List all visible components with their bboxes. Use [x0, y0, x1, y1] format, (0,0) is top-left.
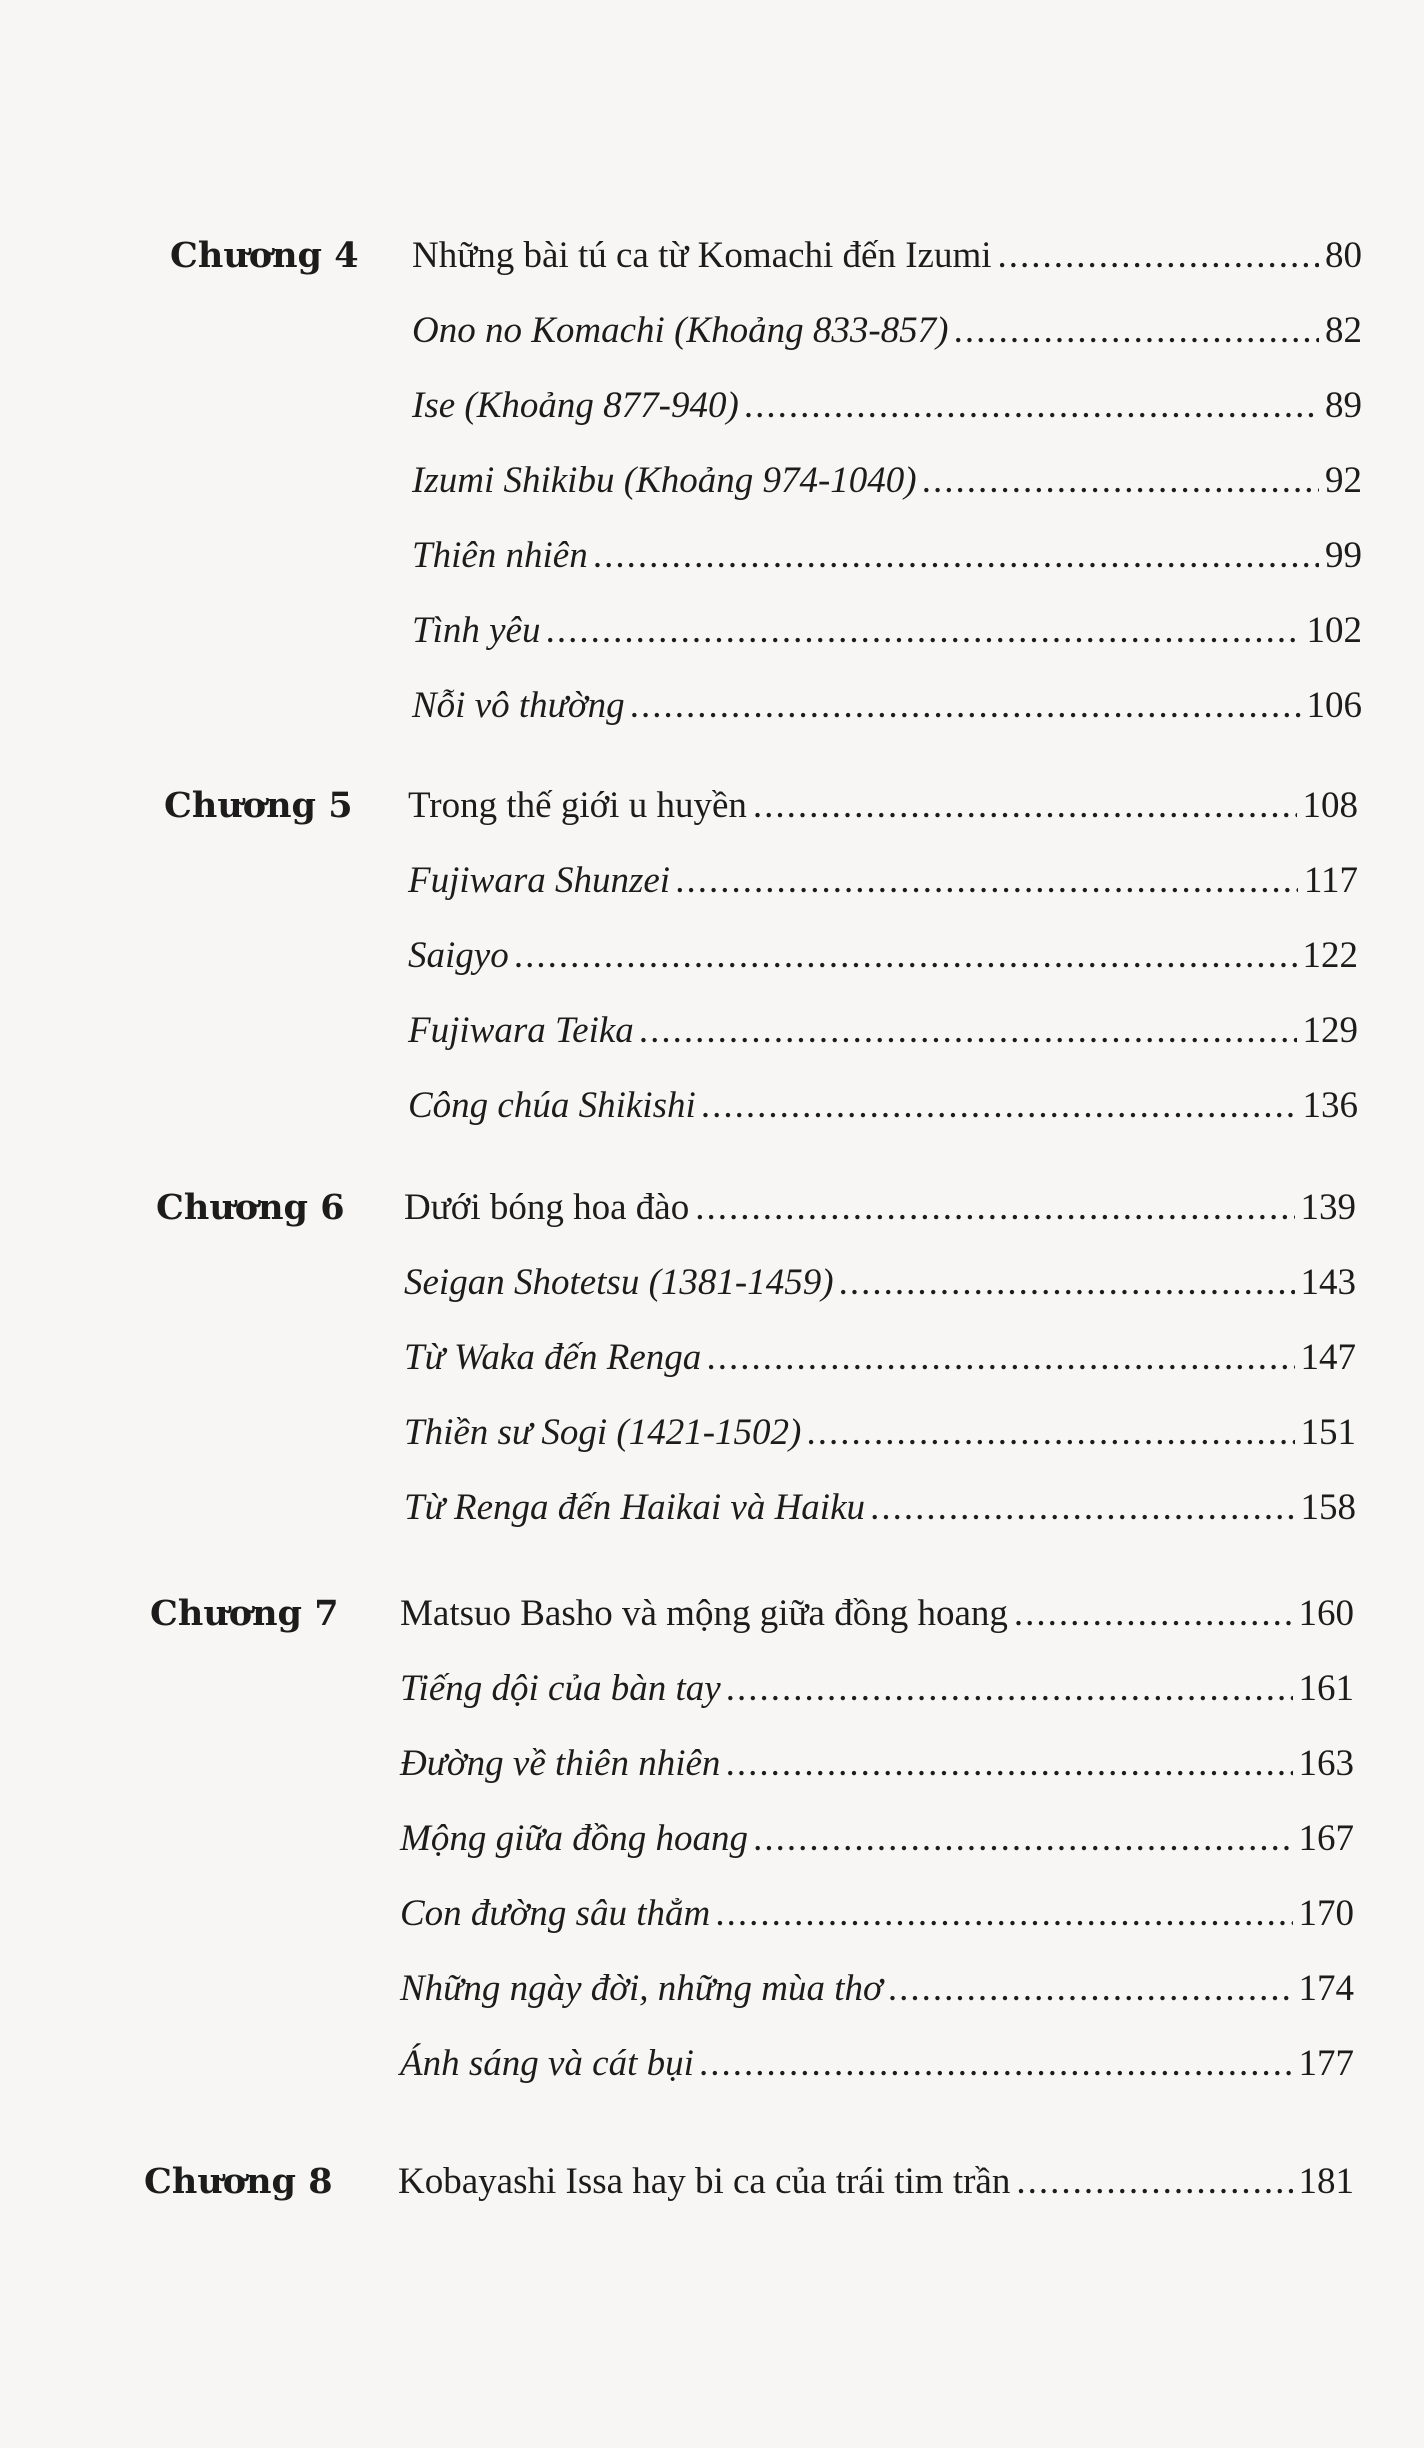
chapter-6 — [0, 1170, 1424, 1545]
chapter-label: Chương 4 — [170, 235, 359, 276]
page-number: 181 — [1298, 2161, 1354, 2202]
leader-dots — [546, 609, 1300, 652]
entry-title: Thiên nhiên — [412, 535, 588, 576]
entry-title: Ise (Khoảng 877-940) — [412, 385, 739, 426]
leader-dots — [702, 1084, 1297, 1127]
page-number: 160 — [1298, 1593, 1354, 1634]
chapter-5 — [0, 768, 1424, 1143]
toc-entry[interactable] — [400, 2042, 1354, 2085]
page-number: 80 — [1325, 235, 1362, 276]
entry-title: Ono no Komachi (Khoảng 833-857) — [412, 310, 949, 351]
entry-title: Những ngày đời, những mùa thơ — [400, 1968, 883, 2009]
page-number: 89 — [1325, 385, 1362, 426]
page-number: 82 — [1325, 310, 1362, 351]
entry-title: Matsuo Basho và mộng giữa đồng hoang — [400, 1593, 1008, 1634]
entry-title: Seigan Shotetsu (1381-1459) — [404, 1262, 834, 1303]
chapter-label: Chương 8 — [144, 2161, 333, 2202]
entry-title: Izumi Shikibu (Khoảng 974-1040) — [412, 460, 917, 501]
page-number: 99 — [1325, 535, 1362, 576]
entry-title: Saigyo — [408, 935, 509, 976]
leader-dots — [726, 1742, 1292, 1785]
leader-dots — [807, 1411, 1294, 1454]
chapter-label: Chương 6 — [156, 1187, 345, 1228]
leader-dots — [753, 784, 1297, 827]
entry-title: Tình yêu — [412, 610, 541, 651]
chapter-8 — [0, 2144, 1424, 2219]
entry-title: Fujiwara Shunzei — [408, 860, 671, 901]
toc-entry[interactable] — [412, 534, 1362, 577]
chapter-label: Chương 7 — [150, 1593, 339, 1634]
leader-dots — [700, 2042, 1293, 2085]
toc-entry[interactable] — [400, 1742, 1354, 1785]
toc-entry[interactable] — [400, 1967, 1354, 2010]
page-number: 158 — [1300, 1487, 1356, 1528]
page-number: 136 — [1302, 1085, 1358, 1126]
entry-title: Đường về thiên nhiên — [400, 1743, 721, 1784]
entry-title: Mộng giữa đồng hoang — [400, 1818, 749, 1859]
leader-dots — [515, 934, 1297, 977]
entry-title: Kobayashi Issa hay bi ca của trái tim trần — [398, 2161, 1011, 2202]
leader-dots — [954, 309, 1319, 352]
toc-entry[interactable] — [400, 1817, 1354, 1860]
entry-title: Những bài tú ca từ Komachi đến Izumi — [412, 235, 992, 276]
toc-entry[interactable] — [412, 684, 1362, 727]
toc-entry[interactable] — [404, 1336, 1356, 1379]
page-number: 143 — [1300, 1262, 1356, 1303]
leader-dots — [695, 1186, 1294, 1229]
leader-dots — [594, 534, 1319, 577]
entry-title: Ánh sáng và cát bụi — [400, 2043, 694, 2084]
leader-dots — [840, 1261, 1295, 1304]
toc-entry[interactable] — [398, 2160, 1354, 2203]
page-number: 129 — [1302, 1010, 1358, 1051]
entry-title: Tiếng dội của bàn tay — [400, 1668, 721, 1709]
page-number: 167 — [1298, 1818, 1354, 1859]
entry-title: Từ Renga đến Haikai và Haiku — [404, 1487, 866, 1528]
toc-entry[interactable] — [400, 1892, 1354, 1935]
page-number: 92 — [1325, 460, 1362, 501]
entry-title: Trong thế giới u huyền — [408, 785, 747, 826]
toc-entry[interactable] — [400, 1667, 1354, 1710]
page-number: 102 — [1306, 610, 1362, 651]
leader-dots — [707, 1336, 1294, 1379]
page-number: 106 — [1306, 685, 1362, 726]
toc-entry[interactable] — [408, 1084, 1358, 1127]
entry-title: Dưới bóng hoa đào — [404, 1187, 690, 1228]
leader-dots — [631, 684, 1301, 727]
page-number: 139 — [1300, 1187, 1356, 1228]
entry-title: Fujiwara Teika — [408, 1010, 634, 1051]
toc-entry[interactable] — [412, 609, 1362, 652]
leader-dots — [1016, 2160, 1292, 2203]
chapter-7 — [0, 1576, 1424, 2101]
page-number: 122 — [1302, 935, 1358, 976]
page-number: 174 — [1298, 1968, 1354, 2009]
page-number: 161 — [1298, 1668, 1354, 1709]
leader-dots — [640, 1009, 1297, 1052]
leader-dots — [889, 1967, 1293, 2010]
toc-entry[interactable] — [408, 1009, 1358, 1052]
toc-entry[interactable] — [404, 1486, 1356, 1529]
toc-entry[interactable] — [412, 234, 1362, 277]
leader-dots — [871, 1486, 1294, 1529]
toc-entry[interactable] — [408, 784, 1358, 827]
toc-entry[interactable] — [400, 1592, 1354, 1635]
leader-dots — [754, 1817, 1292, 1860]
page-number: 108 — [1302, 785, 1358, 826]
chapter-label: Chương 5 — [164, 785, 353, 826]
leader-dots — [716, 1892, 1292, 1935]
page-number: 177 — [1298, 2043, 1354, 2084]
entry-title: Từ Waka đến Renga — [404, 1337, 702, 1378]
entry-title: Thiền sư Sogi (1421-1502) — [404, 1412, 802, 1453]
entry-title: Công chúa Shikishi — [408, 1085, 696, 1126]
page-number: 151 — [1300, 1412, 1356, 1453]
leader-dots — [1014, 1592, 1293, 1635]
toc-entry[interactable] — [408, 859, 1358, 902]
leader-dots — [745, 384, 1319, 427]
toc-entry[interactable] — [404, 1411, 1356, 1454]
toc-entry[interactable] — [404, 1261, 1356, 1304]
toc-entry[interactable] — [412, 309, 1362, 352]
leader-dots — [727, 1667, 1293, 1710]
page-number: 163 — [1298, 1743, 1354, 1784]
toc-entry[interactable] — [408, 934, 1358, 977]
page-number: 117 — [1303, 860, 1358, 901]
toc-entry[interactable] — [404, 1186, 1356, 1229]
entry-title: Con đường sâu thẳm — [400, 1893, 711, 1934]
entry-title: Nỗi vô thường — [412, 685, 625, 726]
leader-dots — [998, 234, 1319, 277]
page-number: 170 — [1298, 1893, 1354, 1934]
leader-dots — [923, 459, 1319, 502]
leader-dots — [676, 859, 1298, 902]
page-number: 147 — [1300, 1337, 1356, 1378]
toc-entry[interactable] — [412, 384, 1362, 427]
toc-entry[interactable] — [412, 459, 1362, 502]
chapter-4 — [0, 218, 1424, 743]
